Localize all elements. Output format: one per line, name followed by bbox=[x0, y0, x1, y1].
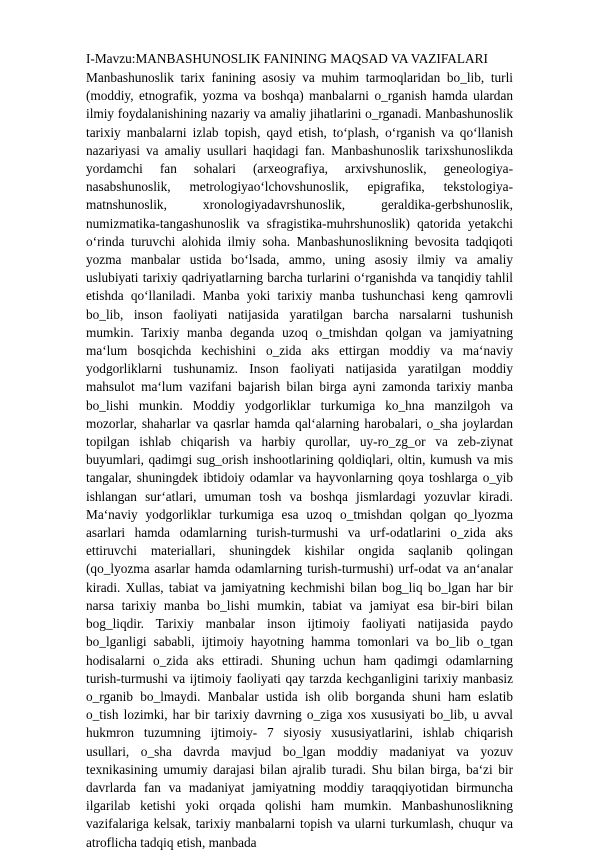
document-content bbox=[86, 50, 513, 852]
document-body-paragraph: Manbashunoslik tarix fanining asosiy va muhim tarmoqlaridan bo_lib, turli (moddiy, etnografik, yozma va boshqa) manbalarni o_rganish hamda ulardan ilmiy foydalanishining nazariy va amaliy jihatlarini o_rganadi. Manbashunoslik tarixiy manbalarni izlab topish, qayd etish, to‘plash, o‘rganish va qo‘llanish nazariyasi va amaliy usullari haqidagi fan. Manbashunoslik tarixshunoslikda yordamchi fan sohalari (arxeografiya, arxivshunoslik, geneologiya-nasabshunoslik, metrologiyao‘lchovshunoslik, epigrafika, tekstologiya-matnshunoslik, xronologiyadavrshunoslik, geraldika-gerbshunoslik, numizmatika-tangashunoslik va sfragistika-muhrshunoslik) qatorida yetakchi o‘rinda turuvchi alohida ilmiy soha. Manbashunoslikning bevosita tadqiqoti yozma manbalar ustida bo‘lsada, ammo, uning asosiy ilmiy va amaliy uslubiyati tarixiy qadriyatlarning barcha turlarini o‘rganishda va tanqidiy tahlil etishda qo‘llaniladi. Manba yoki tarixiy manba tushunchasi keng qamrovli bo_lib, inson faoliyati natijasida yaratilgan barcha narsalarni tushunish mumkin. Tarixiy manba deganda uzoq o_tmishdan qolgan va jamiyatning ma‘lum bosqichda kechishini o_zida aks ettirgan moddiy va ma‘naviy yodgorliklarni tushunamiz. Inson faoliyati natijasida yaratilgan moddiy mahsulot ma‘lum vazifani bajarish bilan birga ayni zamonda tarixiy manba bo_lishi munkin. Moddiy yodgorliklar turkumiga ko_hna manzilgoh va mozorlar, shaharlar va qasrlar hamda qal‘alarning harobalari, o_sha joylardan topilgan ishlab chiqarish va harbiy qurollar, uy-ro_zg_or va zeb-ziynat buyumlari, qadimgi sug_orish inshootlarining qoldiqlari, oltin, kumush va mis tangalar, shuningdek ibtidoiy odamlar va hayvonlarning qoya toshlarga o_yib ishlangan sur‘atlari, umuman tosh va boshqa jismlardagi yozuvlar kiradi. Ma‘naviy yodgorliklar turkumiga esa uzoq o_tmishdan qolgan qo_lyozma asarlari hamda odamlarning turish-turmushi va urf-odatlarini o_zida aks ettiruvchi materiallari, shuningdek kishilar ongida saqlanib qolingan (qo_lyozma asarlar hamda odamlarning turish-turmushi) urf-odat va an‘analar kiradi. Xullas, tabiat va jamiyatning kechmishi bilan bog_liq bo_lgan har bir narsa tarixiy manba bo_lishi mumkin, tabiat va jamiyat esa bir-biri bilan bog_liqdir. Tarixiy manbalar inson ijtimoiy faoliyati natijasida paydo bo_lganligi sababli, ijtimoiy hayotning hamma tomonlari va bo_lib o_tgan hodisalarni o_zida aks ettiradi. Shuning uchun ham qadimgi odamlarning turish-turmushi va ijtimoiy faoliyati qay tarzda kechganligini tarixiy manbasiz o_rganib bo_lmaydi. Manbalar ustida ish olib borganda shuni ham eslatib o_tish lozimki, har bir tarixiy davrning o_ziga xos xususiyati bo_lib, u avval hukmron tuzumning ijtimoiy- 7 siyosiy xususiyatlarini, ishlab chiqarish usullari, o_sha davrda mavjud bo_lgan moddiy madaniyat va yozuv texnikasining umumiy darajasi bilan ajralib turadi. Shu bilan birga, ba‘zi bir davrlarda fan va madaniyat jamiyatning moddiy taraqqiyotidan birmuncha ilgarilab ketishi yoki orqada qolishi ham mumkin. Manbashunoslikning vazifalariga kelsak, tarixiy manbalarni topish va ularni turkumlash, chuqur va atroflicha tadqiq etish, manbada bbox=[86, 70, 513, 850]
document-heading: I-Mavzu:MANBASHUNOSLIK FANINING MAQSAD VA VAZIFALARI bbox=[86, 51, 488, 66]
